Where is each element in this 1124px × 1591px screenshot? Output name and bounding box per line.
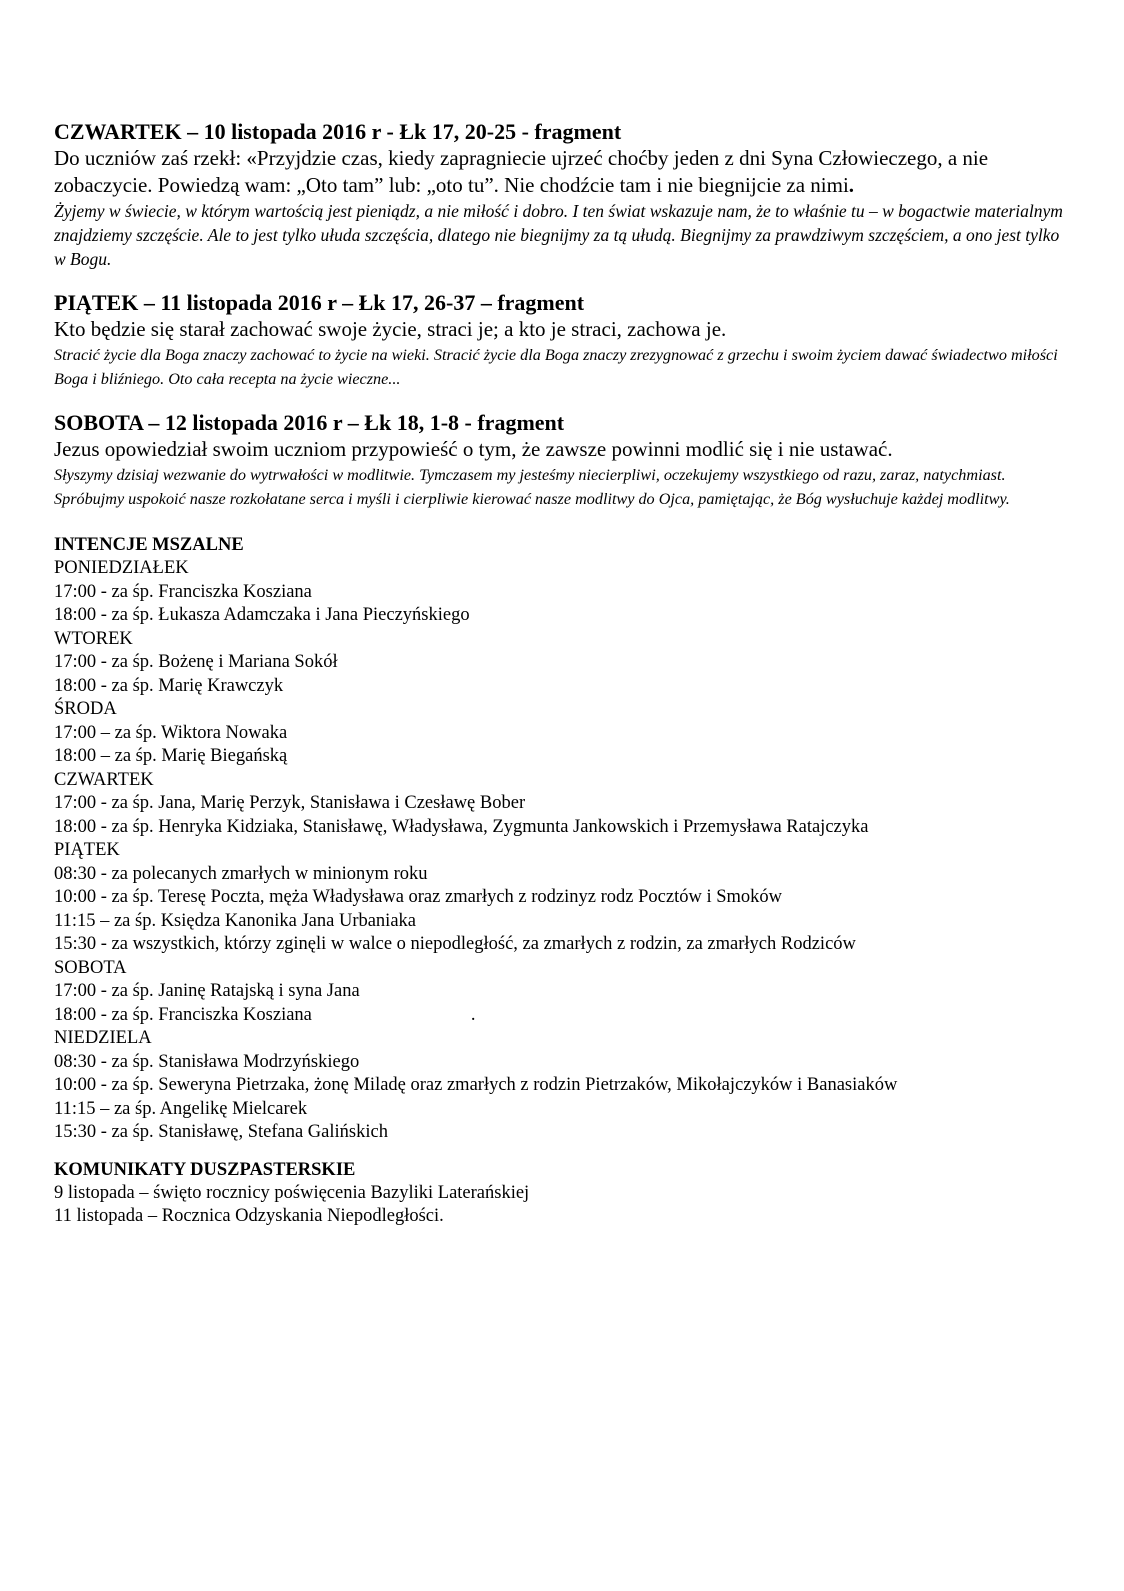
mass-item: 08:30 - za polecanych zmarłych w minionym roku xyxy=(54,863,428,884)
reading-thursday xyxy=(54,118,1074,271)
mass-item: 17:00 - za śp. Jana, Marię Perzyk, Stanisława i Czesławę Bober xyxy=(54,793,526,813)
mass-item: 17:00 - za śp. Bożenę i Mariana Sokół xyxy=(54,652,338,672)
mass-item: 18:00 – za śp. Marię Biegańską xyxy=(54,746,288,766)
mass-item: 18:00 - za śp. Łukasza Adamczaka i Jana Pieczyńskiego xyxy=(54,605,470,625)
day-label: ŚRODA xyxy=(54,699,117,719)
gospel-text: Jezus opowiedział swoim uczniom przypowieść o tym, że zawsze powinni modlić się i nie ustawać. xyxy=(54,437,893,461)
reading-friday xyxy=(54,289,1074,391)
mass-item: 15:30 - za śp. Stanisławę, Stefana Galińskich xyxy=(54,1122,388,1142)
mass-item: 17:00 - za śp. Franciszka Kosziana xyxy=(54,581,312,602)
reading-heading: PIĄTEK – 11 listopada 2016 r – Łk 17, 26-37 – fragment xyxy=(54,290,585,315)
gospel-text: Kto będzie się starał zachować swoje życie, straci je; a kto je straci, zachowa je. xyxy=(54,317,727,341)
announcements xyxy=(54,1159,1074,1229)
reflection-text: Żyjemy w świecie, w którym wartością jest pieniądz, a nie miłość i dobro. I ten świat wskazuje nam, że to właśnie tu – w bogactwie materialnym znajdziemy szczęście. Ale to jest tylko ułuda szczęścia, dlatego nie biegnijmy za tą ułudą. Biegnijmy za prawdziwym szczęściem, a ono jest tylko w Bogu. xyxy=(54,201,1063,269)
day-label: CZWARTEK xyxy=(54,769,154,790)
mass-item: 18:00 - za śp. Marię Krawczyk xyxy=(54,675,284,696)
mass-item: 08:30 - za śp. Stanisława Modrzyńskiego xyxy=(54,1051,360,1072)
gospel-end: . xyxy=(848,173,855,197)
mass-item xyxy=(54,1004,1074,1028)
mass-item: 18:00 - za śp. Henryka Kidziaka, Stanisławę, Władysława, Zygmunta Jankowskich i Przemysława Ratajczyka xyxy=(54,816,869,837)
mass-item: 17:00 – za śp. Wiktora Nowaka xyxy=(54,722,288,743)
day-label: WTOREK xyxy=(54,628,133,649)
day-label: SOBOTA xyxy=(54,957,127,978)
day-label: PONIEDZIAŁEK xyxy=(54,558,189,578)
gospel-text xyxy=(54,145,1074,199)
trailing-mark: . xyxy=(470,1004,476,1025)
day-label: PIĄTEK xyxy=(54,840,120,860)
bulletin-page xyxy=(54,118,1074,1229)
gospel-body: Do uczniów zaś rzekł: «Przyjdzie czas, kiedy zapragniecie ujrzeć choćby jeden z dni Syna Człowieczego, a nie zobaczycie. Powiedzą wam: „Oto tam” lub: „oto tu”. Nie chodźcie tam i nie biegnijcie za nimi xyxy=(54,146,989,197)
reading-saturday xyxy=(54,409,1074,511)
day-label: NIEDZIELA xyxy=(54,1028,152,1048)
mass-item-text: 18:00 - za śp. Franciszka Kosziana xyxy=(54,1004,312,1025)
mass-item: 17:00 - za śp. Janinę Ratajską i syna Jana xyxy=(54,981,360,1001)
mass-item: 15:30 - za wszystkich, którzy zginęli w walce o niepodległość, za zmarłych z rodzin, za zmarłych Rodziców xyxy=(54,934,856,954)
reading-heading: SOBOTA – 12 listopada 2016 r – Łk 18, 1-8 - fragment xyxy=(54,410,565,435)
reflection-text: Stracić życie dla Boga znaczy zachować to życie na wieki. Stracić życie dla Boga znaczy zrezygnować z grzechu i swoim życiem dawać świadectwo miłości Boga i bliźniego. Oto cała recepta na życie wieczne... xyxy=(54,346,1058,388)
mass-item: 10:00 ‑ za śp. Teresę Poczta, męża Władysława oraz zmarłych z rodzinyz rodz Pocztów i Smoków xyxy=(54,887,783,907)
reading-heading: CZWARTEK – 10 listopada 2016 r - Łk 17, 20-25 - fragment xyxy=(54,119,622,144)
announcements-title: KOMUNIKATY DUSZPASTERSKIE xyxy=(54,1159,356,1180)
announcement-item: 11 listopada – Rocznica Odzyskania Niepodległości. xyxy=(54,1206,444,1226)
mass-item: 10:00 ‑ za śp. Seweryna Pietrzaka, żonę Miladę oraz zmarłych z rodzin Pietrzaków, Mikołajczyków i Banasiaków xyxy=(54,1075,898,1095)
mass-item: 11:15 – za śp. Księdza Kanonika Jana Urbaniaka xyxy=(54,910,416,931)
mass-intentions xyxy=(54,534,1074,1145)
reflection-text: Słyszymy dzisiaj wezwanie do wytrwałości w modlitwie. Tymczasem my jesteśmy niecierpliwi, oczekujemy wszystkiego od razu, zaraz, natychmiast. Spróbujmy uspokoić nasze rozkołatane serca i myśli i cierpliwie kierować nasze modlitwy do Ojca, pamiętając, że Bóg wysłuchuje każdej modlitwy. xyxy=(54,466,1010,508)
mass-intentions-title: INTENCJE MSZALNE xyxy=(54,535,244,555)
mass-item: 11:15 – za śp. Angelikę Mielcarek xyxy=(54,1098,308,1119)
announcement-item: 9 listopada – święto rocznicy poświęcenia Bazyliki Laterańskiej xyxy=(54,1182,530,1203)
